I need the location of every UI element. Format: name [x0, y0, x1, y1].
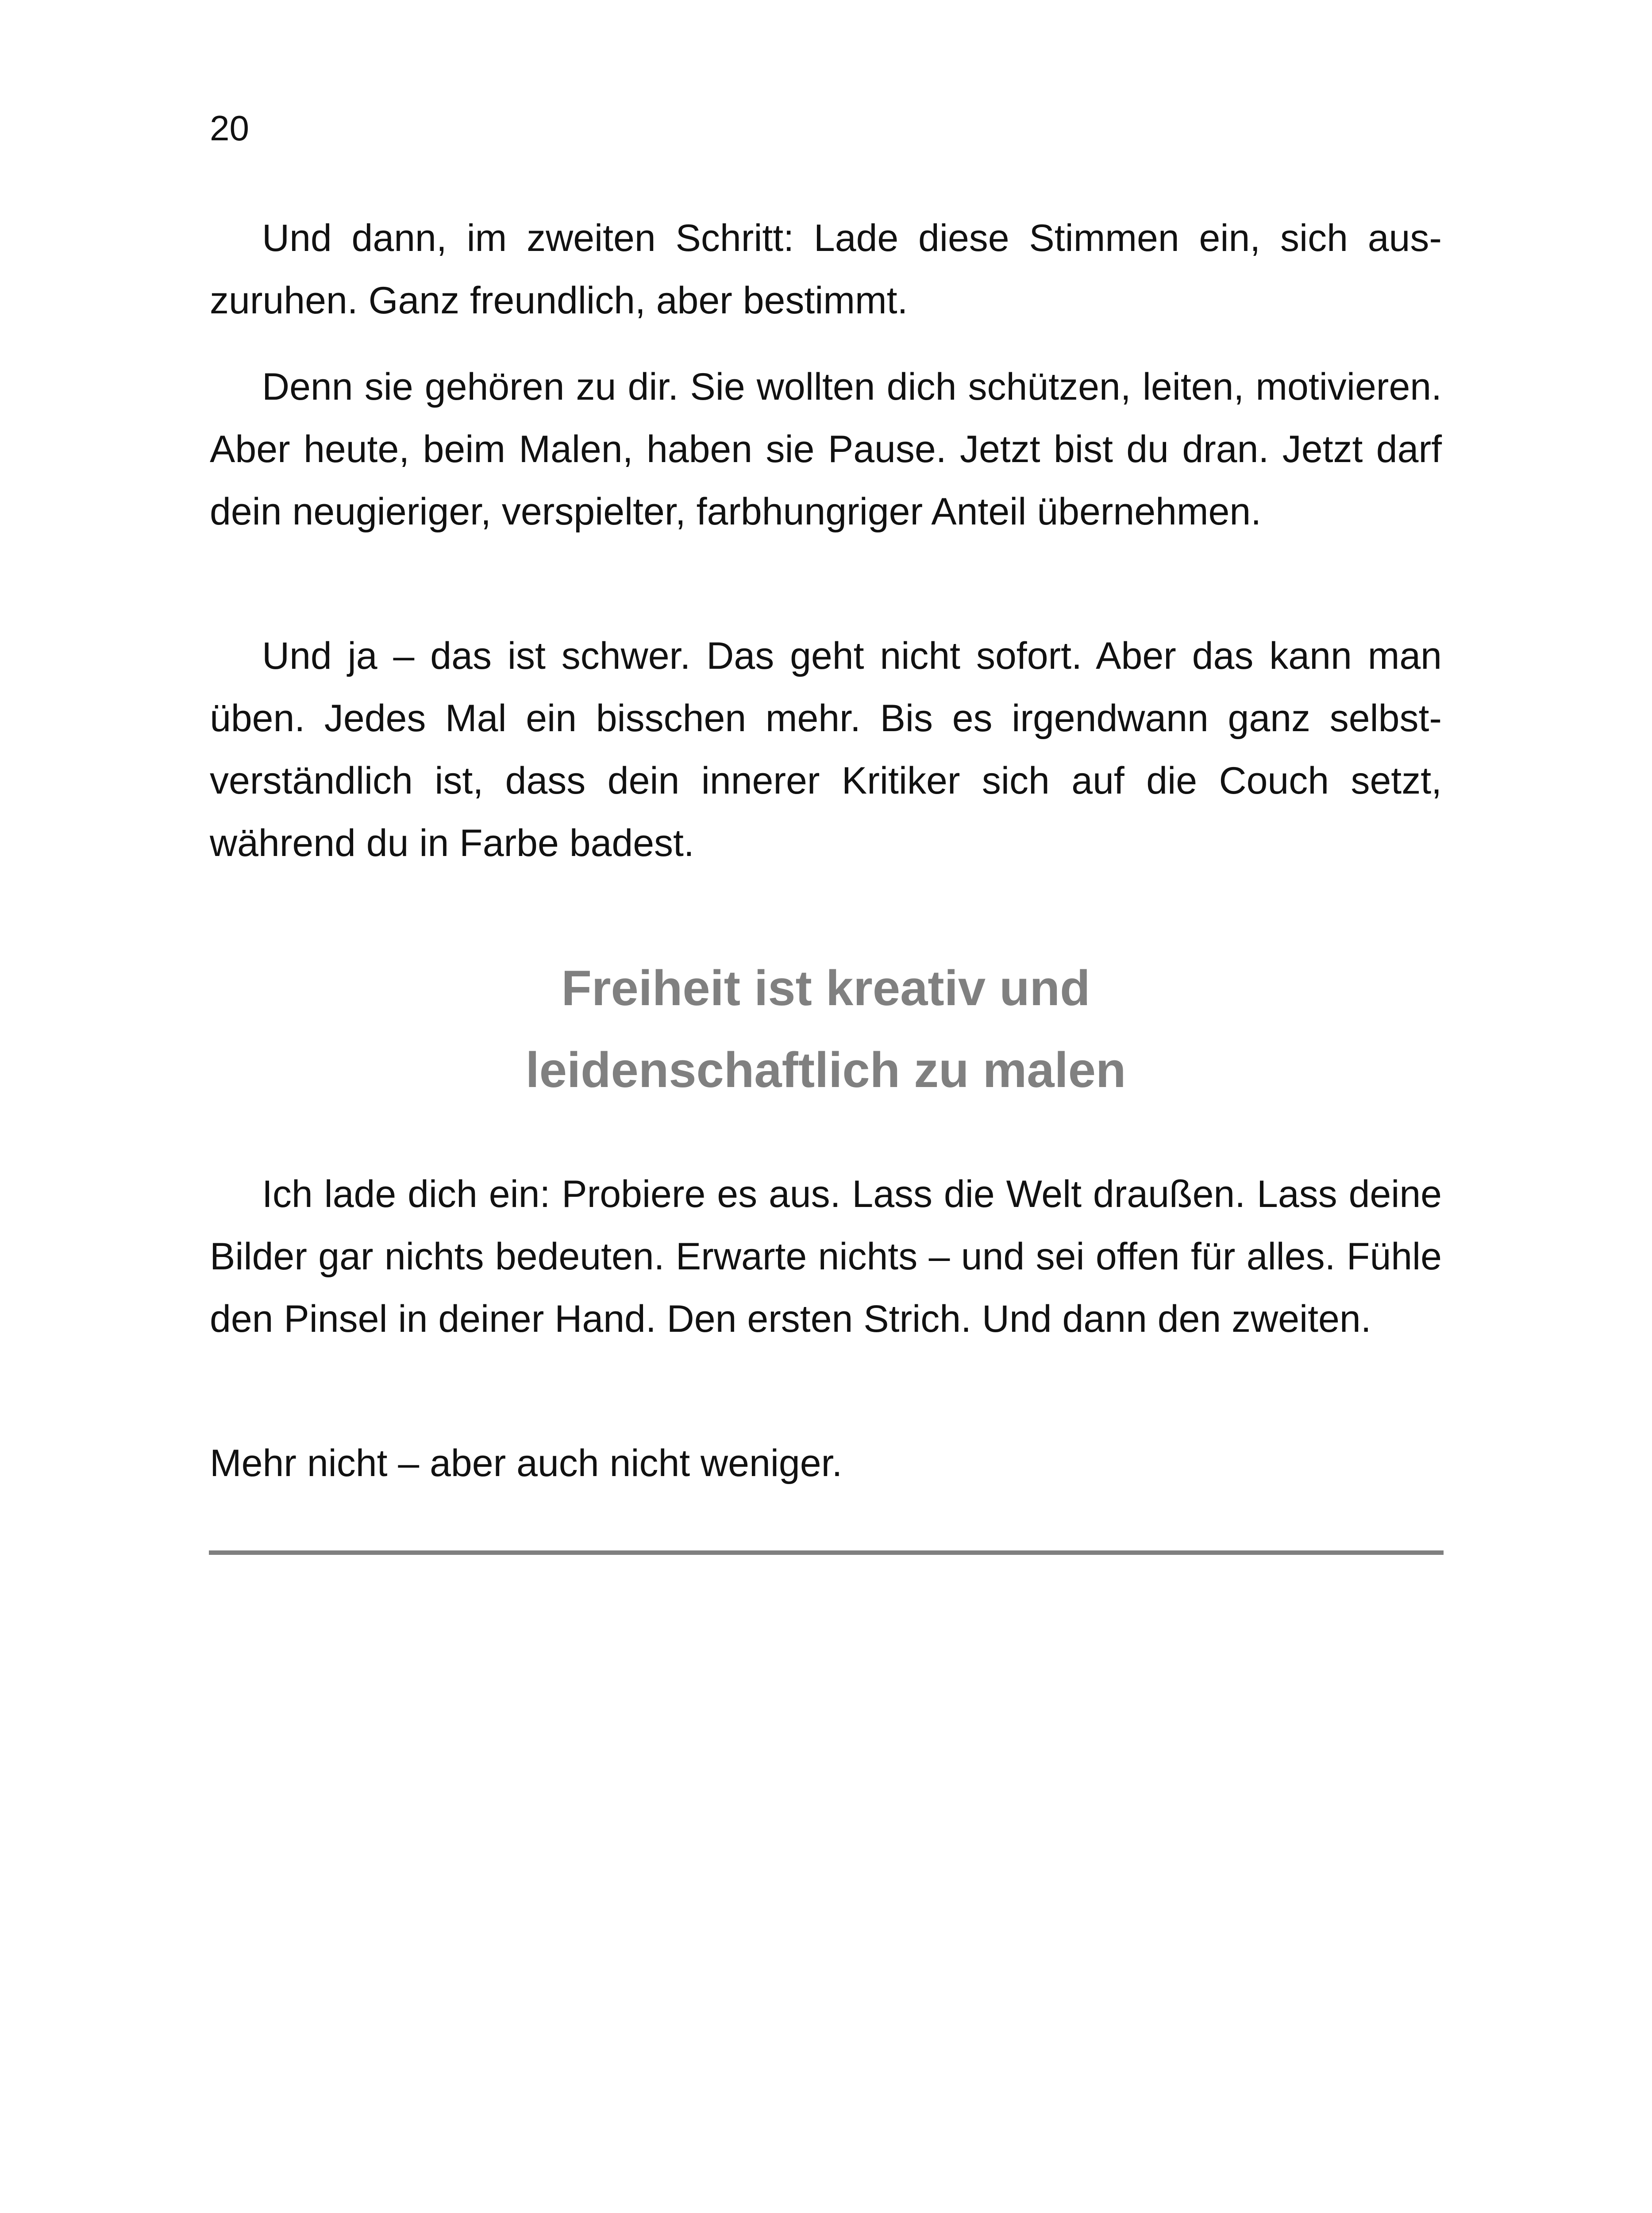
paragraph: Ich lade dich ein: Probiere es aus. Lass die Welt draußen. Lass deine Bilder gar nichts bedeuten. Erwarte nichts – und sei offen für alles. Fühle den Pinsel in deiner Hand. Den ersten Strich. Und dann den zweiten.: [210, 1173, 1442, 1340]
paragraph-5-block: [210, 1432, 1442, 1495]
paragraph-2-block: [210, 356, 1442, 543]
paragraph-4-block: [210, 1163, 1442, 1350]
paragraph: Und dann, im zweiten Schritt: Lade diese Stimmen ein, sich auszuruhen. Ganz freundlich, aber bestimmt.: [210, 217, 1442, 322]
section-heading: [210, 947, 1442, 1111]
paragraph-3-block: [210, 625, 1442, 875]
section-heading-line-1: Freiheit ist kreativ und: [561, 960, 1090, 1016]
paragraph: Und ja – das ist schwer. Das geht nicht sofort. Aber das kann man üben. Jedes Mal ein bisschen mehr. Bis es irgendwann ganz selbstverständlich ist, dass dein innerer Kritiker sich auf die Couch setzt, während du in Farbe badest.: [210, 635, 1442, 864]
paragraph: Denn sie gehören zu dir. Sie wollten dich schützen, leiten, motivieren. Aber heute, beim Malen, haben sie Pause. Jetzt bist du dran. Jetzt darf dein neugieriger, verspielter, farbhungriger Anteil übernehmen.: [210, 366, 1442, 533]
paragraph-1-block: [210, 207, 1442, 332]
closing-line: Mehr nicht – aber auch nicht weniger.: [210, 1442, 843, 1484]
section-heading-line-2: leidenschaftlich zu malen: [525, 1042, 1126, 1098]
page-number: 20: [210, 108, 249, 148]
section-divider-rule: [209, 1550, 1444, 1555]
